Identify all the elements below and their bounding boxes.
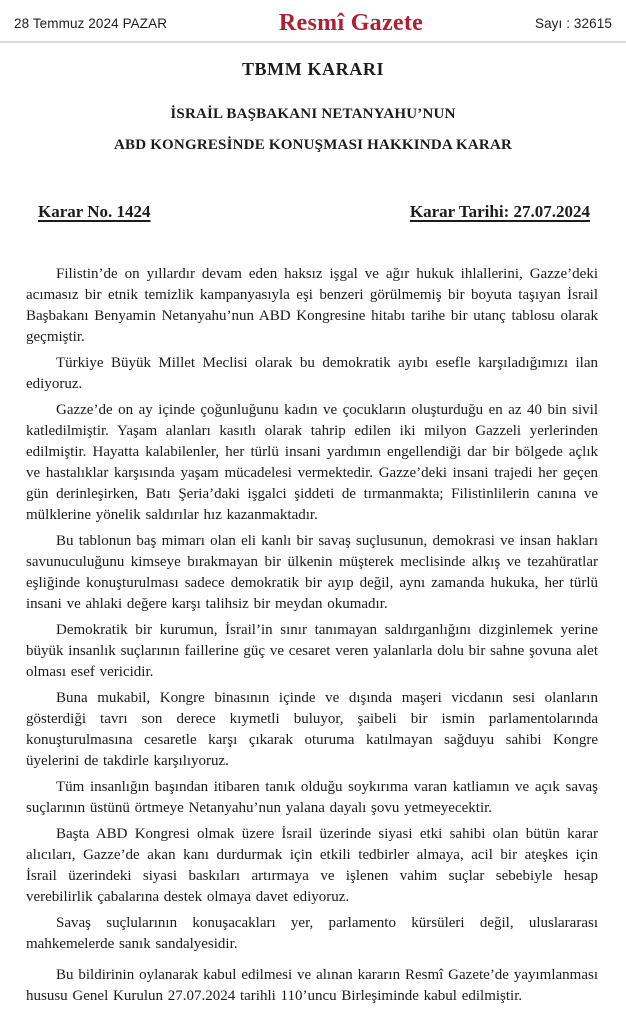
body-paragraph: Demokratik bir kurumun, İsrail’in sınır tanımayan saldırganlığını dizginlemek yerine büyük insanlık suçlarının faillerine güç ve cesaret veren yalanlarla dolu bir sahne şovuna alet olması esef vericidir.: [26, 622, 598, 680]
body-paragraph: Başta ABD Kongresi olmak üzere İsrail üzerinde siyasi etki sahibi olan bütün karar alıcıları, Gazze’de akan kanı durdurmak için etkili tedbirler almaya, acil bir ateşkes için İsrail üzerindeki siyasi baskıları artırmaya ve işlenen vahim suçlar sebebiyle hesap verebilirlik çabalarına destek olmaya davet ediyoruz.: [26, 826, 598, 905]
document-title: TBMM KARARI: [241, 59, 385, 79]
body-paragraph: Türkiye Büyük Millet Meclisi olarak bu demokratik ayıbı esefle karşıladığımızı ilan ediyoruz.: [26, 355, 598, 392]
decision-subject-line2: ABD KONGRESİNDE KONUŞMASI HAKKINDA KARAR: [113, 137, 513, 153]
body-paragraph: Tüm insanlığın başından itibaren tanık olduğu soykırıma varan katliamın ve açık savaş suçlarının üstünü örtmeye Netanyahu’nun yalana dayalı şovu yetmeyecektir.: [26, 779, 598, 816]
decision-date: Karar Tarihi: 27.07.2024: [409, 202, 590, 221]
publication-date: 28 Temmuz 2024 PAZAR: [14, 16, 168, 31]
body-paragraph: Savaş suçlularının konuşacakları yer, parlamento kürsüleri değil, uluslararası mahkemelerde sanık sandalyesidir.: [26, 915, 598, 952]
gazette-masthead: Resmî Gazete: [278, 10, 424, 36]
body-paragraph: Buna mukabil, Kongre binasının içinde ve dışında maşeri vicdanın sesi olanların gösterdiği tavrı son derece kıymetli buluyor, şaibeli bir ismin parlamentolarında konuşturulmasına cesaretle karşı çıkarak oturuma katılmayan sağduyu sahibi Kongre üyelerini de takdirle karşılıyoruz.: [26, 690, 598, 769]
body-paragraph: Filistin’de on yıllardır devam eden haksız işgal ve ağır hukuk ihlallerini, Gazze’deki acımasız bir etnik temizlik kampanyasıyla eşi benzeri görülmemiş bir boyuta taşıyan İsrail Başbakanı Benyamin Netanyahu’nun ABD Kongresine hitabı tarihe bir utanç tablosu olarak geçmiştir.: [26, 266, 598, 345]
header-divider: [0, 41, 626, 43]
body-paragraph: Gazze’de on ay içinde çoğunluğunu kadın ve çocukların oluşturduğu en az 40 bin sivil katledilmiştir. Yaşam alanları kasıtlı olarak tahrip edilen iki milyon Gazzeli yerlerinden edilmiştir. Hayatta kalabilenler, her türlü insani yardımın engellendiği dar bir bölgede açlık ve hastalıklar karşısında yaşam mücadelesi vermektedir. Gazze’deki insani trajedi her geçen gün derinleşirken, Batı Şeria’daki işgalci şiddeti de tırmanmakta; Filistinlilerin canına ve mülklerine yönelik saldırılar hız kazanmaktadır.: [26, 402, 598, 523]
issue-number: Sayı : 32615: [534, 16, 612, 31]
body-paragraph: Bu bildirinin oylanarak kabul edilmesi ve alınan kararın Resmî Gazete’de yayımlanması hususu Genel Kurulun 27.07.2024 tarihli 110’uncu Birleşiminde kabul edilmiştir.: [26, 967, 598, 1004]
decision-body: [0, 264, 626, 1007]
body-paragraph: Bu tablonun baş mimarı olan eli kanlı bir savaş suçlusunun, demokrasi ve insan hakları savunuculuğunu kimseye bırakmayan bir ülkenin müşterek meclisinde alkış ve tezahüratlar eşliğinde konuşturulması sadece demokratik bir ayıp değil, aynı zamanda hukuka, her türlü insani ve ahlaki değere karşı talihsiz bir meydan okumadır.: [26, 533, 598, 612]
decision-meta-row: [0, 202, 626, 222]
gazette-header: [0, 0, 626, 35]
decision-number: Karar No. 1424: [38, 202, 151, 221]
decision-subject-line1: İSRAİL BAŞBAKANI NETANYAHU’NUN: [170, 106, 456, 122]
